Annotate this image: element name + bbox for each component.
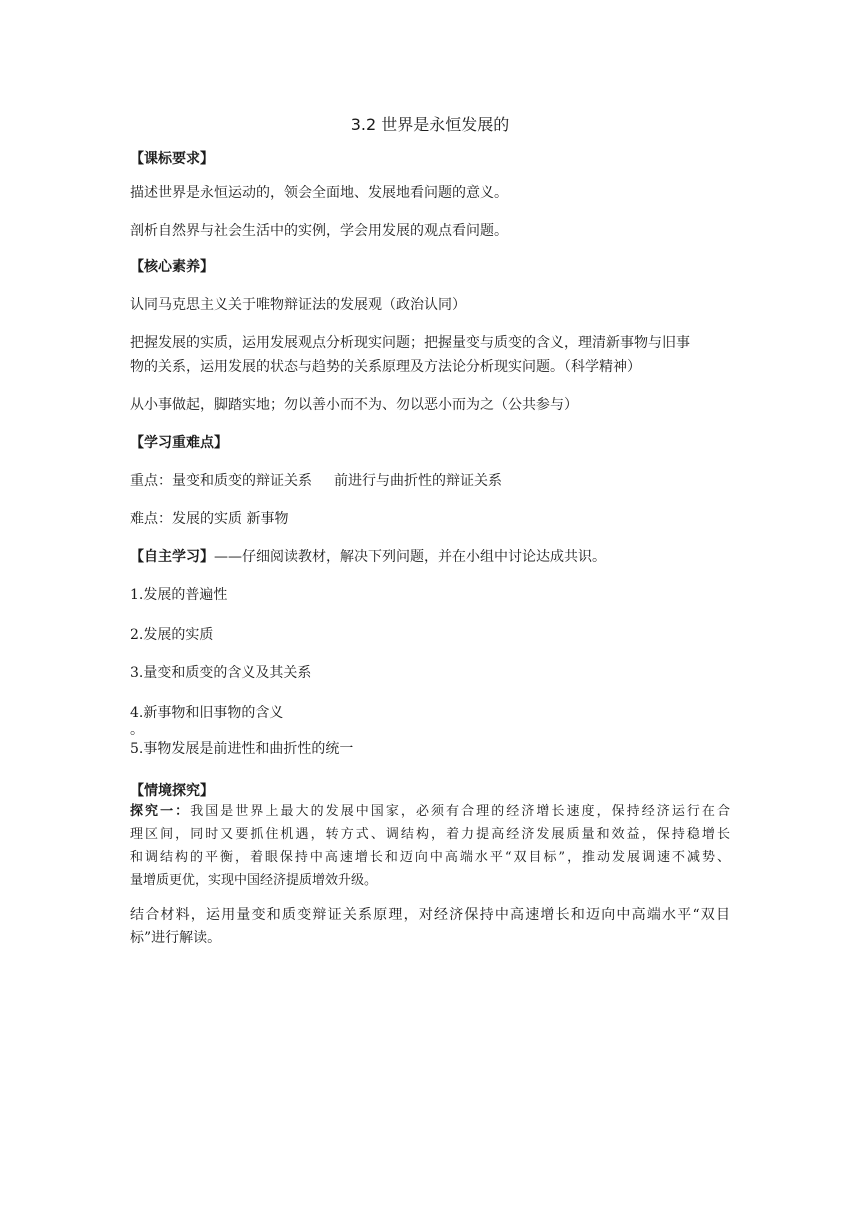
list-item: 3.量变和质变的含义及其关系: [130, 665, 312, 681]
list-item: 2.发展的实质: [130, 627, 214, 643]
tanjiu-line-4: 量增质更优，实现中国经济提质增效升级。: [130, 873, 378, 888]
zizhu-line: [130, 548, 730, 566]
question-line-2: 标”进行解读。: [130, 930, 222, 946]
zhongdian-text-b: 前进行与曲折性的辩证关系: [334, 473, 502, 489]
zizhu-intro: ——仔细阅读教材，解决下列问题，并在小组中讨论达成共识。: [214, 549, 606, 565]
hexin-paragraph-1: 认同马克思主义关于唯物辩证法的发展观（政治认同）: [130, 297, 466, 313]
tanjiu-label: 探究一：: [130, 804, 191, 819]
section-heading-qingjing: 【情境探究】: [130, 783, 214, 799]
tanjiu-line-3: 和调结构的平衡，着眼保持中高速增长和迈向中高端水平“双目标”，推动发展调速不减势、: [130, 850, 730, 865]
section-heading-kebiao: 【课标要求】: [130, 151, 214, 167]
question-line-1: 结合材料，运用量变和质变辩证关系原理，对经济保持中高速增长和迈向中高端水平“双目: [130, 907, 730, 923]
list-item: 1.发展的普遍性: [130, 587, 228, 603]
section-heading-hexin: 【核心素养】: [130, 259, 214, 275]
hexin-paragraph-2-line-1: 把握发展的实质，运用发展观点分析现实问题；把握量变与质变的含义，理清新事物与旧事: [130, 335, 690, 351]
hexin-paragraph-3: 从小事做起，脚踏实地；勿以善小而不为、勿以恶小而为之（公共参与）: [130, 397, 578, 413]
section-heading-zhongnan: 【学习重难点】: [130, 435, 228, 451]
list-item: 。: [130, 722, 144, 738]
zhongdian-text-a: 重点：量变和质变的辩证关系: [130, 473, 312, 489]
nandian-line: 难点：发展的实质 新事物: [130, 511, 289, 527]
tanjiu-text-1: 我国是世界上最大的发展中国家，必须有合理的经济增长速度，保持经济运行在合: [190, 804, 730, 819]
zhongdian-line: [130, 472, 730, 490]
list-item: 4.新事物和旧事物的含义: [130, 705, 284, 721]
hexin-paragraph-2-line-2: 物的关系，运用发展的状态与趋势的关系原理及方法论分析现实问题。（科学精神）: [130, 359, 641, 375]
tanjiu-line-2: 理区间，同时又要抓住机遇，转方式、调结构，着力提高经济发展质量和效益，保持稳增长: [130, 827, 730, 842]
section-heading-zizhu: 【自主学习】: [130, 549, 214, 565]
list-item: 5.事物发展是前进性和曲折性的统一: [130, 741, 354, 757]
kebiao-paragraph-1: 描述世界是永恒运动的，领会全面地、发展地看问题的意义。: [130, 185, 508, 201]
tanjiu-line-1: [130, 803, 730, 821]
kebiao-paragraph-2: 剖析自然界与社会生活中的实例，学会用发展的观点看问题。: [130, 223, 508, 239]
page-title: 3.2 世界是永恒发展的: [350, 115, 510, 134]
